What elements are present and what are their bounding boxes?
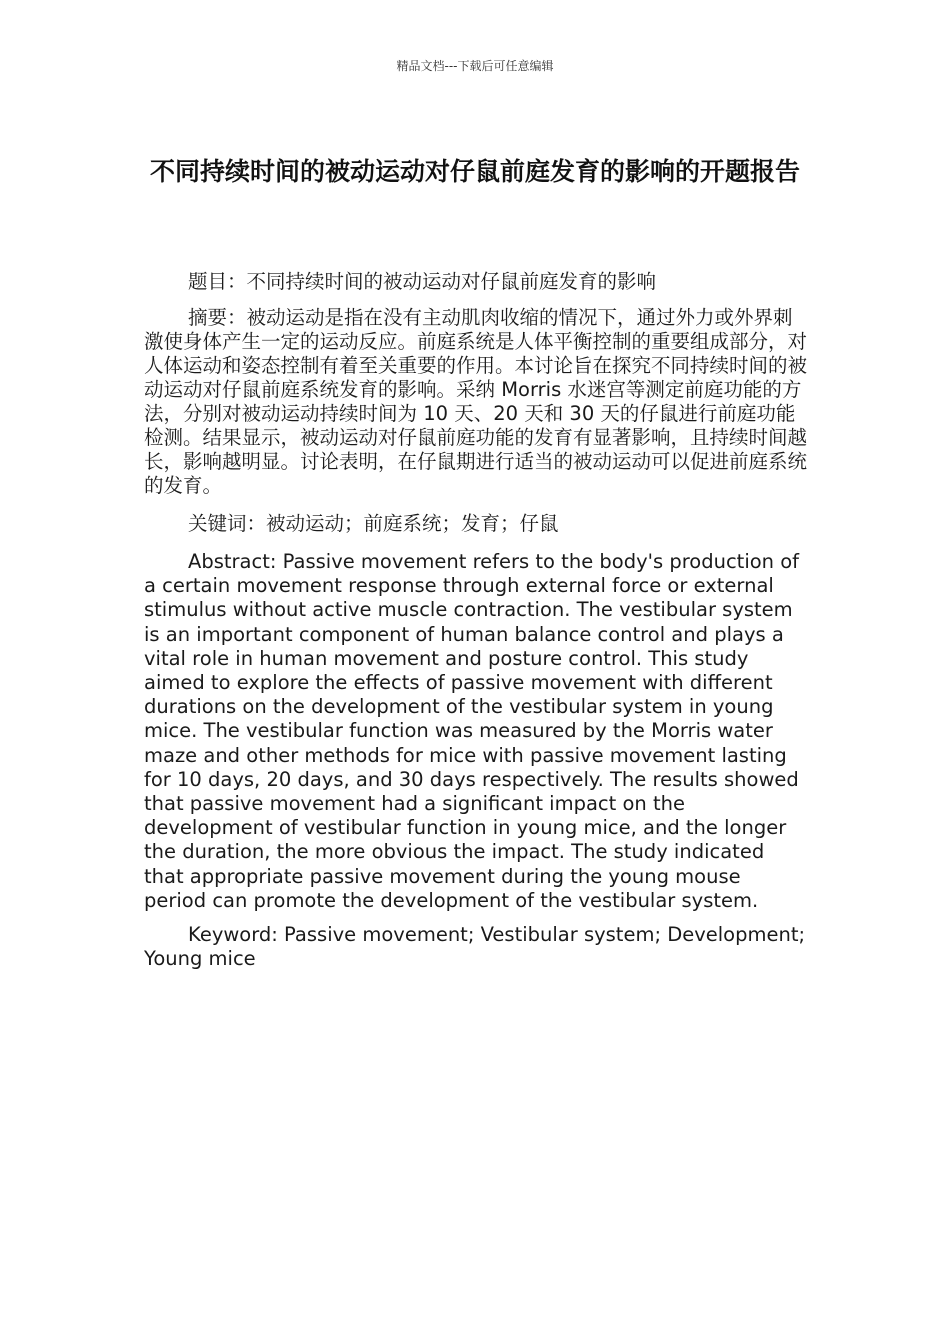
english-keywords: Keyword: Passive movement; Vestibular system; Development; Young mice xyxy=(144,923,806,971)
topic-line: 题目：不同持续时间的被动运动对仔鼠前庭发育的影响 xyxy=(188,270,657,293)
document-title: 不同持续时间的被动运动对仔鼠前庭发育的影响的开题报告 xyxy=(149,156,800,186)
chinese-keywords: 关键词：被动运动；前庭系统；发育；仔鼠 xyxy=(188,512,559,535)
page-header-note: 精品文档---下载后可任意编辑 xyxy=(396,59,554,73)
chinese-abstract: 摘要：被动运动是指在没有主动肌肉收缩的情况下，通过外力或外界刺激使身体产生一定的运动反应。前庭系统是人体平衡控制的重要组成部分，对人体运动和姿态控制有着至关重要的作用。本讨论旨在探究不同持续时间的被动运动对仔鼠前庭系统发育的影响。采纳 Morris 水迷宫等测定前庭功能的方法，分别对被动运动持续时间为 10 天、20 天和 30 天的仔鼠进行前庭功能检测。结果显示，被动运动对仔鼠前庭功能的发育有显著影响，且持续时间越长，影响越明显。讨论表明，在仔鼠期进行适当的被动运动可以促进前庭系统的发育。 xyxy=(144,306,808,497)
english-abstract: Abstract: Passive movement refers to the body's production of a certain movement response through external force or external stimulus without active muscle contraction. The vestibular system is an important component of human balance control and plays a vital role in human movement and posture control. This study aimed to explore the effects of passive movement with different durations on the development of the vestibular system in young mice. The vestibular function was measured by the Morris water maze and other methods for mice with passive movement lasting for 10 days, 20 days, and 30 days respectively. The results showed that passive movement had a significant impact on the development of vestibular function in young mice, and the longer the duration, the more obvious the impact. The study indicated that appropriate passive movement during the young mouse period can promote the development of the vestibular system. xyxy=(144,550,800,912)
document-body xyxy=(144,270,808,981)
